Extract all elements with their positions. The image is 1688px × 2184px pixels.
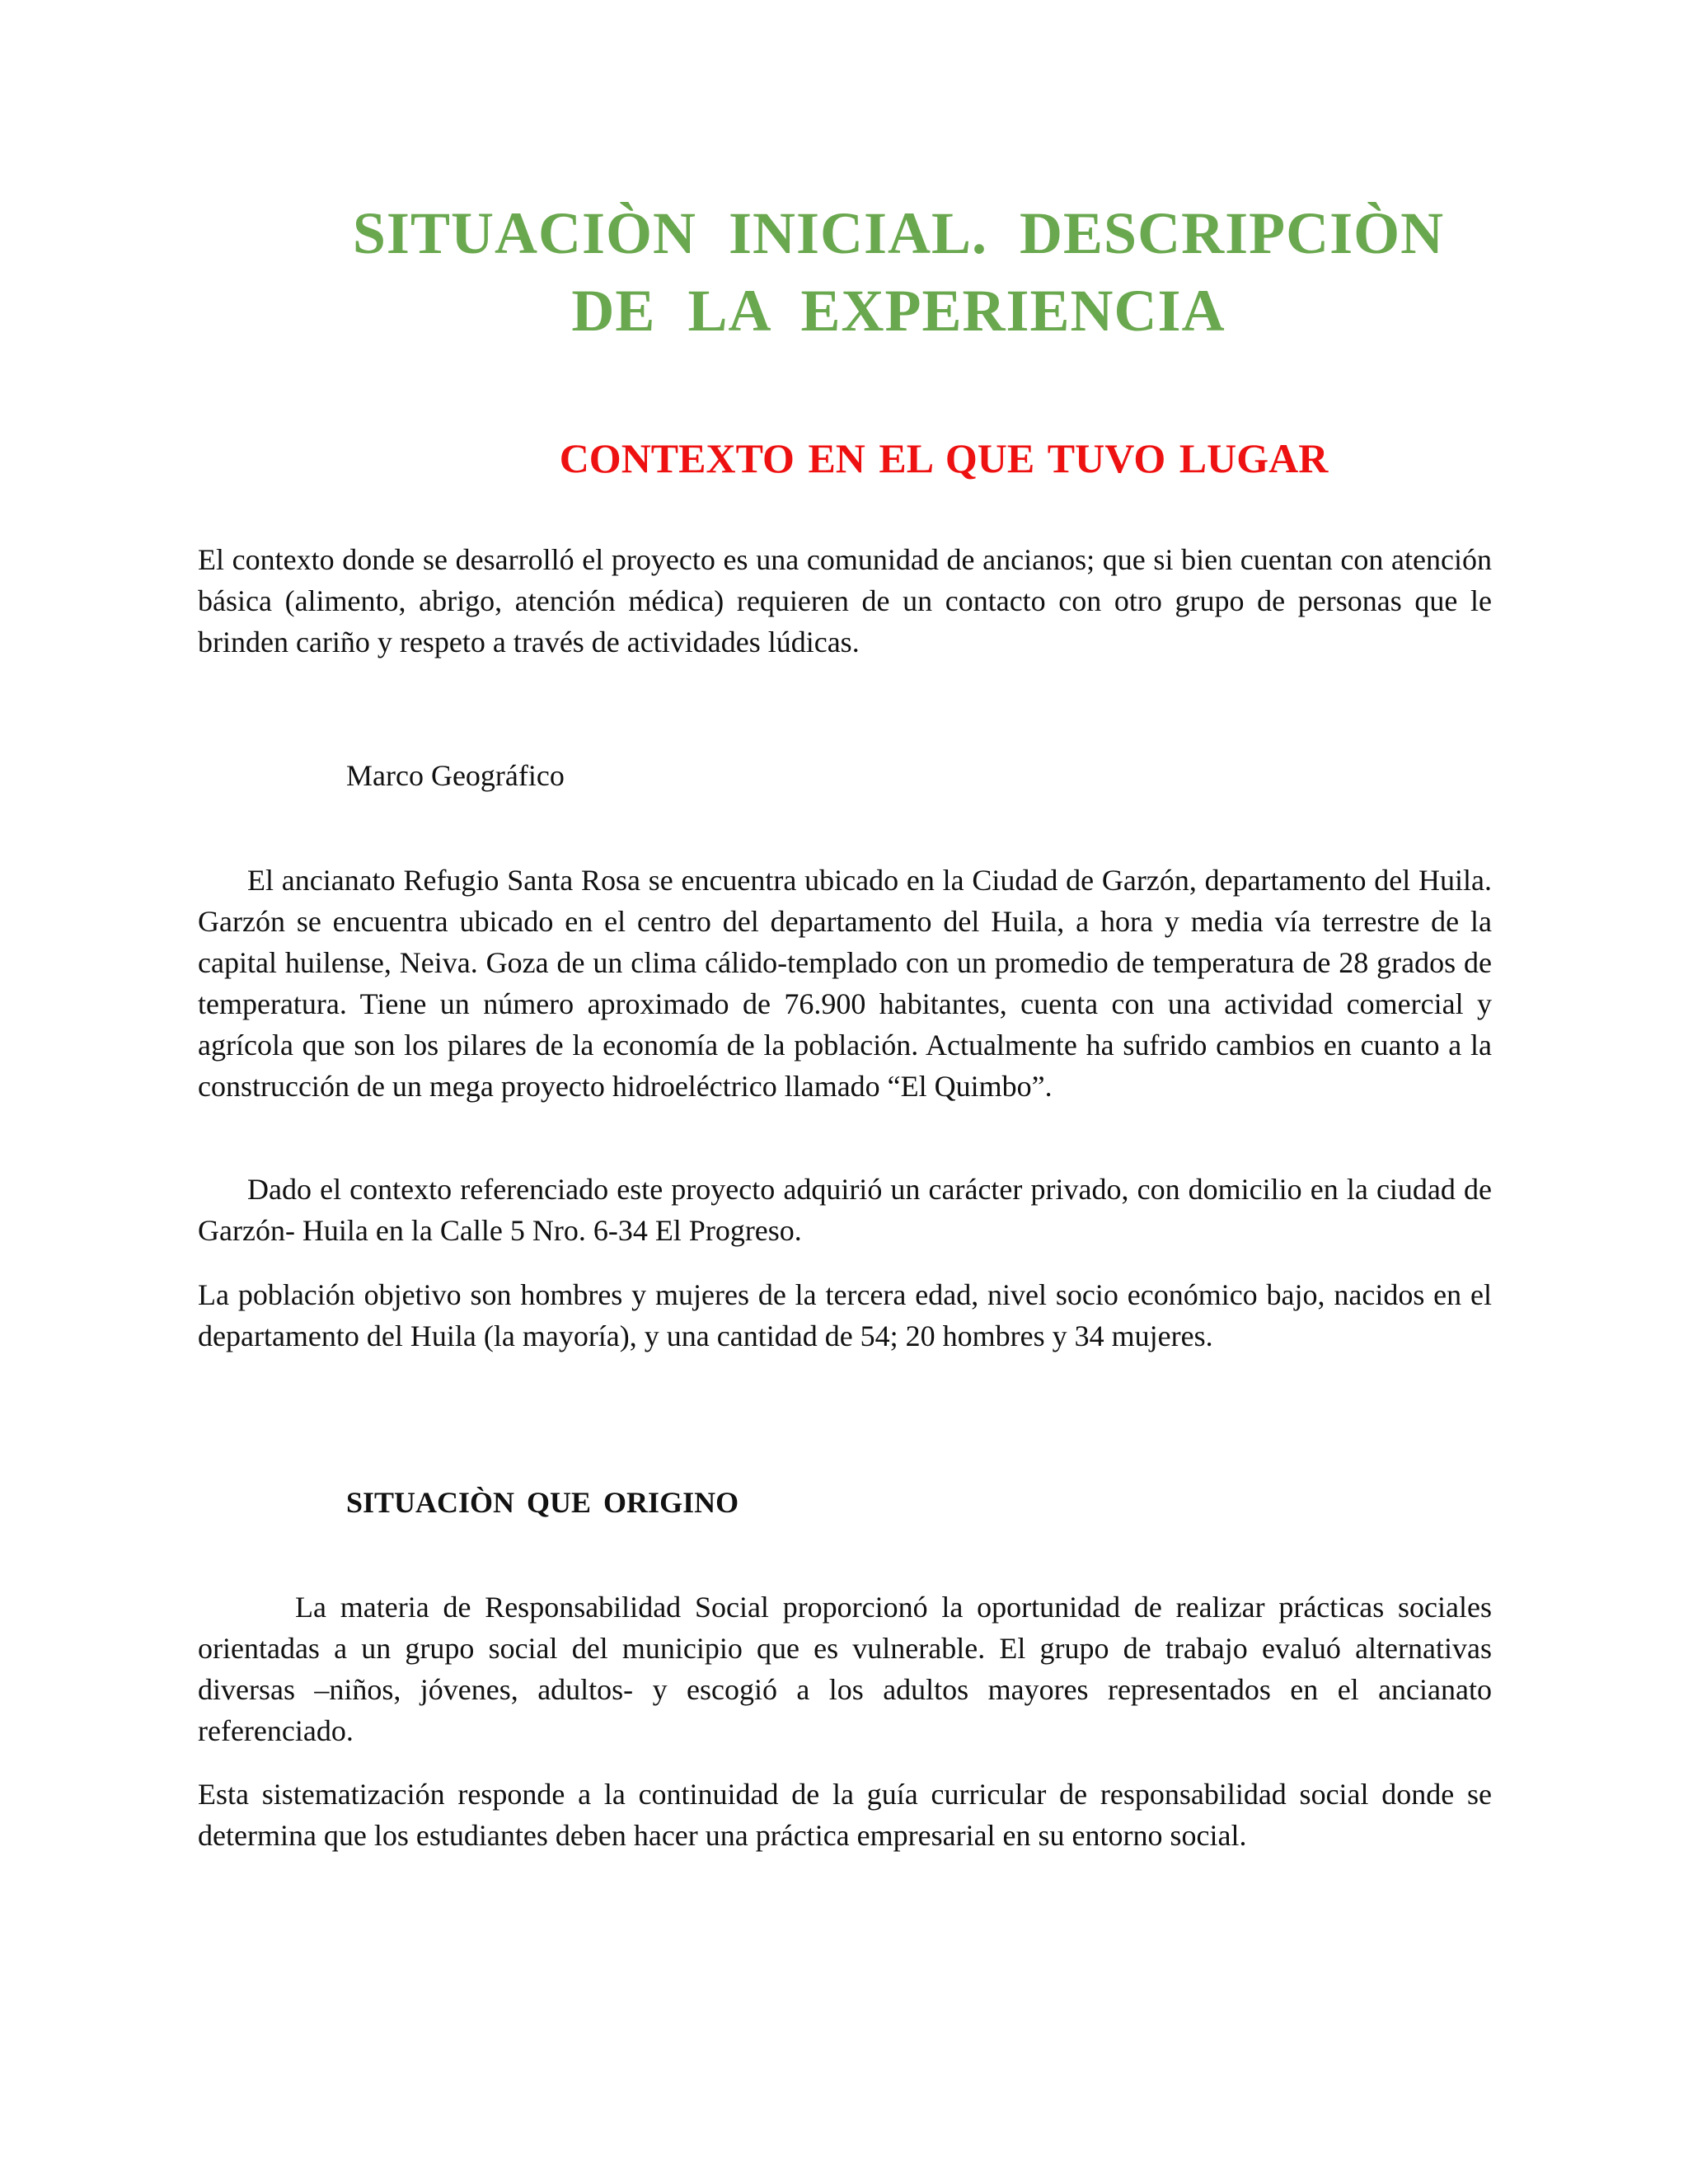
- heading-marco-geografico: Marco Geográfico: [346, 759, 565, 792]
- heading-situacion-que-origino: SITUACIÒN QUE ORIGINO: [346, 1486, 739, 1519]
- document-title: [313, 194, 1484, 349]
- paragraph-dado: Dado el contexto referenciado este proyecto adquirió un carácter privado, con domicilio en la ciudad de Garzón- Huila en la Calle 5 Nro. 6-34 El Progreso.: [198, 1173, 1492, 1247]
- document-title-line-1: SITUACIÒN INICIAL. DESCRIPCIÒN: [352, 200, 1445, 266]
- document-title-line-2: DE LA EXPERIENCIA: [571, 278, 1226, 344]
- paragraph-materia: La materia de Responsabilidad Social proporcionó la oportunidad de realizar prácticas sociales orientadas a un grupo social del municipio que es vulnerable. El grupo de trabajo evaluó alternativas diversas –niños, jóvenes, adultos- y escogió a los adultos mayores representados en el ancianato referenciado.: [198, 1591, 1492, 1747]
- section-title-contexto: CONTEXTO EN EL QUE TUVO LUGAR: [559, 435, 1329, 481]
- paragraph-ancianato: El ancianato Refugio Santa Rosa se encuentra ubicado en la Ciudad de Garzón, departamento del Huila. Garzón se encuentra ubicado en el centro del departamento del Huila, a hora y media vía terrestre de la capital huilense, Neiva. Goza de un clima cálido-templado con un promedio de temperatura de 28 grados de temperatura. Tiene un número aproximado de 76.900 habitantes, cuenta con una actividad comercial y agrícola que son los pilares de la economía de la población. Actualmente ha sufrido cambios en cuanto a la construcción de un mega proyecto hidroeléctrico llamado “El Quimbo”.: [198, 864, 1492, 1103]
- paragraph-poblacion: La población objetivo son hombres y mujeres de la tercera edad, nivel socio económico bajo, nacidos en el departamento del Huila (la mayoría), y una cantidad de 54; 20 hombres y 34 mujeres.: [198, 1278, 1492, 1352]
- paragraph-contexto: El contexto donde se desarrolló el proyecto es una comunidad de ancianos; que si bien cuentan con atención básica (alimento, abrigo, atención médica) requieren de un contacto con otro grupo de personas que le brinden cariño y respeto a través de actividades lúdicas.: [198, 543, 1492, 658]
- paragraph-sistematizacion: Esta sistematización responde a la continuidad de la guía curricular de responsabilidad social donde se determina que los estudiantes deben hacer una práctica empresarial en su entorno social.: [198, 1778, 1492, 1852]
